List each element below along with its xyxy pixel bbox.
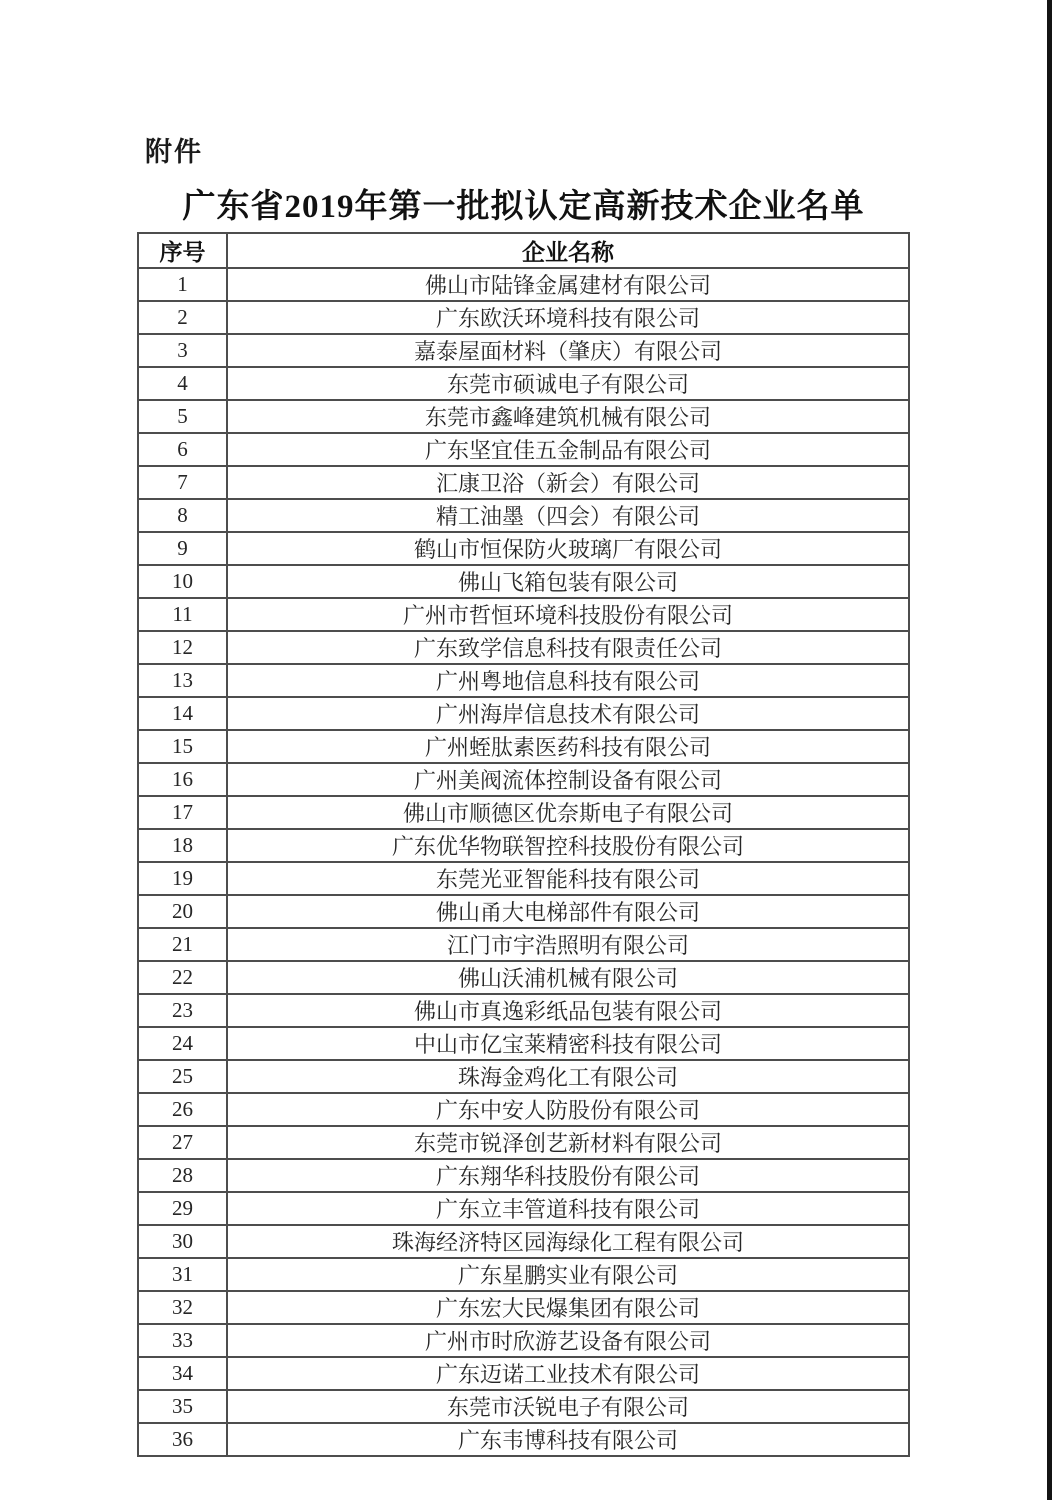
table-row [138,334,909,367]
table-row [138,763,909,796]
row-number-cell: 32 [138,1291,227,1324]
row-number-cell: 26 [138,1093,227,1126]
company-name-cell: 精工油墨（四会）有限公司 [227,499,909,532]
company-name-cell: 江门市宇浩照明有限公司 [227,928,909,961]
row-number-cell: 4 [138,367,227,400]
company-name-cell: 广州市哲恒环境科技股份有限公司 [227,598,909,631]
column-header-no: 序号 [138,233,227,268]
table-row [138,598,909,631]
row-number-cell: 13 [138,664,227,697]
table-row [138,1027,909,1060]
table-row [138,1258,909,1291]
row-number-cell: 25 [138,1060,227,1093]
right-edge-strip [1047,0,1052,1500]
company-name-cell: 嘉泰屋面材料（肇庆）有限公司 [227,334,909,367]
table-row [138,1324,909,1357]
company-name-cell: 广州美阀流体控制设备有限公司 [227,763,909,796]
table-row [138,433,909,466]
company-name-cell: 广州蛭肽素医药科技有限公司 [227,730,909,763]
table-row [138,664,909,697]
company-name-cell: 东莞市沃锐电子有限公司 [227,1390,909,1423]
row-number-cell: 28 [138,1159,227,1192]
company-name-cell: 广东翔华科技股份有限公司 [227,1159,909,1192]
row-number-cell: 27 [138,1126,227,1159]
row-number-cell: 9 [138,532,227,565]
row-number-cell: 11 [138,598,227,631]
table-row [138,268,909,301]
row-number-cell: 8 [138,499,227,532]
company-name-cell: 佛山市顺德区优奈斯电子有限公司 [227,796,909,829]
company-name-cell: 广东欧沃环境科技有限公司 [227,301,909,334]
company-name-cell: 广东中安人防股份有限公司 [227,1093,909,1126]
company-name-cell: 广东韦博科技有限公司 [227,1423,909,1456]
table-row [138,301,909,334]
table-row [138,1390,909,1423]
table-row [138,994,909,1027]
page-title: 广东省2019年第一批拟认定高新技术企业名单 [182,189,865,225]
table-row [138,1126,909,1159]
company-name-cell: 汇康卫浴（新会）有限公司 [227,466,909,499]
company-name-cell: 广东优华物联智控科技股份有限公司 [227,829,909,862]
table-row [138,466,909,499]
table-row [138,1192,909,1225]
row-number-cell: 19 [138,862,227,895]
company-name-cell: 佛山沃浦机械有限公司 [227,961,909,994]
company-name-cell: 佛山甬大电梯部件有限公司 [227,895,909,928]
row-number-cell: 14 [138,697,227,730]
table-row [138,1357,909,1390]
table-row [138,631,909,664]
table-row [138,1159,909,1192]
company-name-cell: 广东致学信息科技有限责任公司 [227,631,909,664]
row-number-cell: 16 [138,763,227,796]
table-row [138,796,909,829]
company-name-cell: 广东坚宜佳五金制品有限公司 [227,433,909,466]
table-row [138,565,909,598]
company-name-cell: 广东宏大民爆集团有限公司 [227,1291,909,1324]
table-row [138,697,909,730]
company-name-cell: 佛山市真逸彩纸品包装有限公司 [227,994,909,1027]
company-name-cell: 东莞光亚智能科技有限公司 [227,862,909,895]
table-row [138,1423,909,1456]
company-name-cell: 东莞市硕诚电子有限公司 [227,367,909,400]
table-row [138,1225,909,1258]
row-number-cell: 36 [138,1423,227,1456]
row-number-cell: 3 [138,334,227,367]
row-number-cell: 12 [138,631,227,664]
company-name-cell: 佛山市陆锋金属建材有限公司 [227,268,909,301]
table-row [138,532,909,565]
row-number-cell: 22 [138,961,227,994]
table-row [138,895,909,928]
row-number-cell: 15 [138,730,227,763]
table-row [138,730,909,763]
table-row [138,400,909,433]
table-row [138,961,909,994]
column-header-name: 企业名称 [227,233,909,268]
row-number-cell: 2 [138,301,227,334]
company-name-cell: 珠海经济特区园海绿化工程有限公司 [227,1225,909,1258]
row-number-cell: 33 [138,1324,227,1357]
row-number-cell: 21 [138,928,227,961]
row-number-cell: 30 [138,1225,227,1258]
company-name-cell: 佛山飞箱包装有限公司 [227,565,909,598]
row-number-cell: 34 [138,1357,227,1390]
company-name-cell: 广州粤地信息科技有限公司 [227,664,909,697]
table-row [138,367,909,400]
table-row [138,1291,909,1324]
company-name-cell: 鹤山市恒保防火玻璃厂有限公司 [227,532,909,565]
enterprise-list-table [137,232,910,1457]
company-name-cell: 广州海岸信息技术有限公司 [227,697,909,730]
table-header-row [138,233,909,268]
row-number-cell: 1 [138,268,227,301]
row-number-cell: 24 [138,1027,227,1060]
company-name-cell: 广州市时欣游艺设备有限公司 [227,1324,909,1357]
company-name-cell: 中山市亿宝莱精密科技有限公司 [227,1027,909,1060]
row-number-cell: 6 [138,433,227,466]
row-number-cell: 31 [138,1258,227,1291]
row-number-cell: 5 [138,400,227,433]
table-row [138,829,909,862]
table-row [138,862,909,895]
company-name-cell: 珠海金鸡化工有限公司 [227,1060,909,1093]
row-number-cell: 35 [138,1390,227,1423]
company-name-cell: 广东迈诺工业技术有限公司 [227,1357,909,1390]
attachment-label: 附件 [145,137,203,167]
company-name-cell: 东莞市锐泽创艺新材料有限公司 [227,1126,909,1159]
table-row [138,1060,909,1093]
row-number-cell: 29 [138,1192,227,1225]
table-row [138,499,909,532]
row-number-cell: 7 [138,466,227,499]
row-number-cell: 23 [138,994,227,1027]
row-number-cell: 18 [138,829,227,862]
row-number-cell: 10 [138,565,227,598]
table-row [138,1093,909,1126]
row-number-cell: 17 [138,796,227,829]
company-name-cell: 广东立丰管道科技有限公司 [227,1192,909,1225]
row-number-cell: 20 [138,895,227,928]
table-row [138,928,909,961]
company-name-cell: 东莞市鑫峰建筑机械有限公司 [227,400,909,433]
company-name-cell: 广东星鹏实业有限公司 [227,1258,909,1291]
